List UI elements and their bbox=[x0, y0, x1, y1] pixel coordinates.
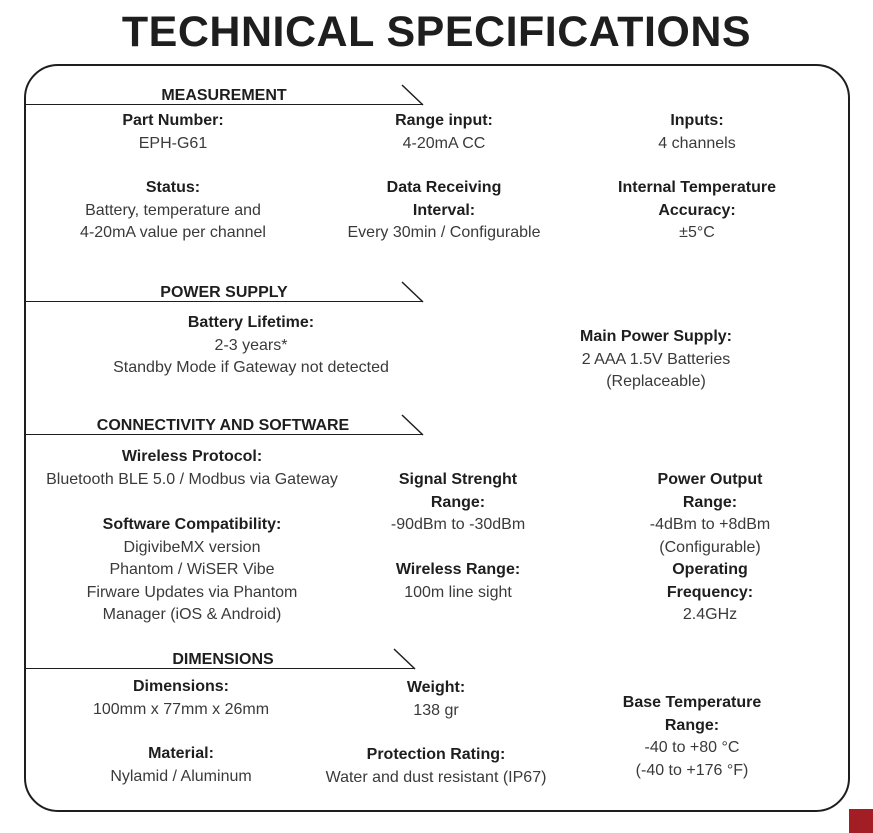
spec-value: 100m line sight bbox=[404, 583, 512, 601]
spec-label: Protection Rating: bbox=[366, 746, 506, 763]
spec-value: Every 30min / Configurable bbox=[347, 224, 541, 241]
spec-value: Standby Mode if Gateway not detected bbox=[113, 359, 389, 376]
section-title-power-supply: POWER SUPPLY bbox=[160, 284, 288, 301]
spec-value: DigivibeMX version bbox=[123, 538, 261, 556]
section-divider-slash bbox=[400, 84, 428, 106]
spec-label: Inputs: bbox=[670, 112, 724, 129]
spec-dimensions bbox=[93, 676, 269, 721]
spec-signal-range bbox=[391, 469, 525, 537]
spec-power-output-range bbox=[629, 469, 792, 559]
spec-value: 100mm x 77mm x 26mm bbox=[92, 700, 270, 718]
spec-label: Interval: bbox=[412, 201, 476, 219]
spec-wireless-range bbox=[396, 559, 520, 604]
spec-label: Signal Strenght bbox=[398, 471, 518, 488]
spec-material bbox=[110, 743, 251, 788]
spec-value: -40 to +80 °C bbox=[644, 739, 740, 756]
spec-value: -90dBm to -30dBm bbox=[390, 516, 526, 533]
section-divider-slash bbox=[392, 648, 420, 670]
spec-wireless-protocol bbox=[46, 446, 338, 491]
spec-value: 138 gr bbox=[413, 701, 459, 719]
brand-accent-square bbox=[849, 809, 873, 833]
spec-value: 4-20mA CC bbox=[402, 134, 486, 152]
spec-battery-lifetime bbox=[113, 312, 389, 380]
spec-label: Battery Lifetime: bbox=[187, 314, 315, 331]
spec-value: 4-20mA value per channel bbox=[80, 224, 266, 241]
spec-value: Battery, temperature and bbox=[85, 201, 261, 219]
spec-value: -4dBm to +8dBm bbox=[649, 516, 771, 533]
section-title-connectivity: CONNECTIVITY AND SOFTWARE bbox=[96, 417, 350, 434]
spec-label: Operating Frequency: bbox=[666, 561, 754, 601]
page-title: TECHNICAL SPECIFICATIONS bbox=[121, 8, 752, 56]
spec-part-number bbox=[122, 110, 223, 155]
spec-label: Software Compatibility: bbox=[102, 516, 282, 533]
spec-label: Main Power Supply: bbox=[579, 328, 732, 345]
spec-base-temperature-range bbox=[623, 692, 761, 782]
spec-value: EPH-G61 bbox=[138, 134, 208, 152]
spec-label: Power Output Range: bbox=[657, 471, 763, 511]
spec-label: Accuracy: bbox=[658, 201, 736, 219]
spec-software-compatibility bbox=[87, 514, 298, 627]
spec-label: Base Temperature bbox=[622, 694, 762, 711]
spec-data-interval bbox=[348, 177, 541, 245]
spec-value: 2-3 years* bbox=[214, 336, 288, 354]
spec-value: Nylamid / Aluminum bbox=[110, 767, 252, 785]
spec-label: Range: bbox=[430, 493, 486, 511]
spec-label: Status: bbox=[145, 179, 201, 196]
spec-value: (Configurable) bbox=[659, 538, 761, 556]
spec-weight bbox=[407, 677, 465, 722]
spec-label: Material: bbox=[148, 745, 214, 762]
spec-value: (-40 to +176 °F) bbox=[635, 761, 749, 779]
spec-main-power-supply bbox=[548, 326, 765, 394]
spec-value: 2.4GHz bbox=[682, 606, 738, 623]
spec-inputs bbox=[658, 110, 735, 155]
spec-label: Wireless Protocol: bbox=[121, 448, 263, 465]
section-title-dimensions: DIMENSIONS bbox=[172, 651, 274, 668]
section-title-measurement: MEASUREMENT bbox=[161, 87, 287, 104]
spec-value: ±5°C bbox=[679, 224, 715, 241]
spec-value: 4 channels bbox=[658, 134, 736, 152]
spec-operating-frequency bbox=[629, 559, 792, 627]
spec-label: Wireless Range: bbox=[395, 561, 521, 578]
spec-label: Range input: bbox=[395, 112, 493, 129]
spec-label: Range: bbox=[664, 716, 720, 734]
spec-value: Phantom / WiSER Vibe bbox=[109, 561, 275, 578]
spec-value: Water and dust resistant (IP67) bbox=[325, 768, 547, 786]
spec-label: Internal Temperature bbox=[618, 179, 776, 196]
spec-status bbox=[80, 177, 266, 245]
spec-temp-accuracy bbox=[618, 177, 776, 245]
spec-range-input bbox=[395, 110, 493, 155]
spec-value: Manager (iOS & Android) bbox=[102, 606, 282, 623]
spec-value: Firware Updates via Phantom bbox=[86, 583, 298, 601]
section-divider-slash bbox=[400, 414, 428, 436]
spec-label: Part Number: bbox=[122, 112, 224, 129]
spec-value: Bluetooth BLE 5.0 / Modbus via Gateway bbox=[46, 470, 338, 488]
spec-value: 2 AAA 1.5V Batteries (Replaceable) bbox=[581, 350, 731, 390]
spec-label: Dimensions: bbox=[132, 678, 230, 695]
section-divider-slash bbox=[400, 281, 428, 303]
spec-protection-rating bbox=[326, 744, 547, 789]
spec-label: Weight: bbox=[406, 679, 466, 696]
spec-label: Data Receiving bbox=[386, 179, 502, 196]
